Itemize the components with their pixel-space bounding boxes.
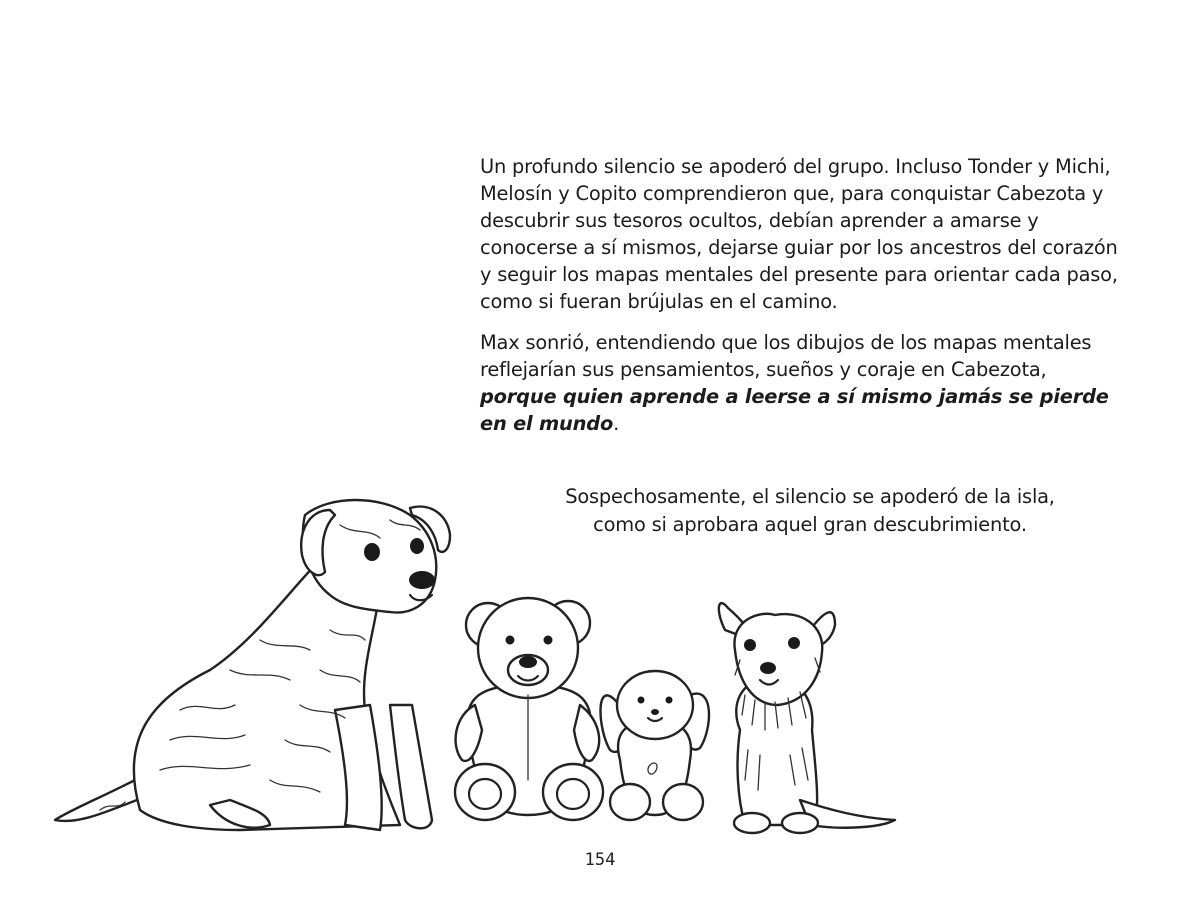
- bunny-plush-illustration: [600, 671, 709, 820]
- paragraph-2-emphasis: porque quien aprende a leerse a sí mismo jamás se pierde en el mundo: [480, 385, 1109, 435]
- closing-line-1: Sospechosamente, el silencio se apoderó de la isla,: [565, 485, 1055, 508]
- yorkie-puppy-illustration: [719, 603, 895, 833]
- animals-illustration: [0, 480, 920, 850]
- closing-line-2: como si aprobara aquel gran descubrimiento.: [593, 513, 1027, 536]
- teddy-bear-illustration: [455, 598, 603, 820]
- paragraph-1: Un profundo silencio se apoderó del grupo. Incluso Tonder y Michi, Melosín y Copito comprendieron que, para conquistar Cabezota y descubrir sus tesoros ocultos, debían aprender a amarse y conocerse a sí mismos, dejarse guiar por los ancestros del corazón y seguir los mapas mentales del presente para orientar cada paso, como si fueran brújulas en el camino.: [480, 155, 1118, 313]
- story-text: [480, 153, 1120, 451]
- paragraph-2-end: .: [613, 412, 620, 435]
- page-number: 154: [584, 850, 616, 870]
- dog-illustration: [55, 500, 450, 830]
- paragraph-2-start: Max sonrió, entendiendo que los dibujos de los mapas mentales reflejarían sus pensamientos, sueños y coraje en Cabezota,: [480, 331, 1092, 381]
- paragraph-2: [480, 329, 1120, 437]
